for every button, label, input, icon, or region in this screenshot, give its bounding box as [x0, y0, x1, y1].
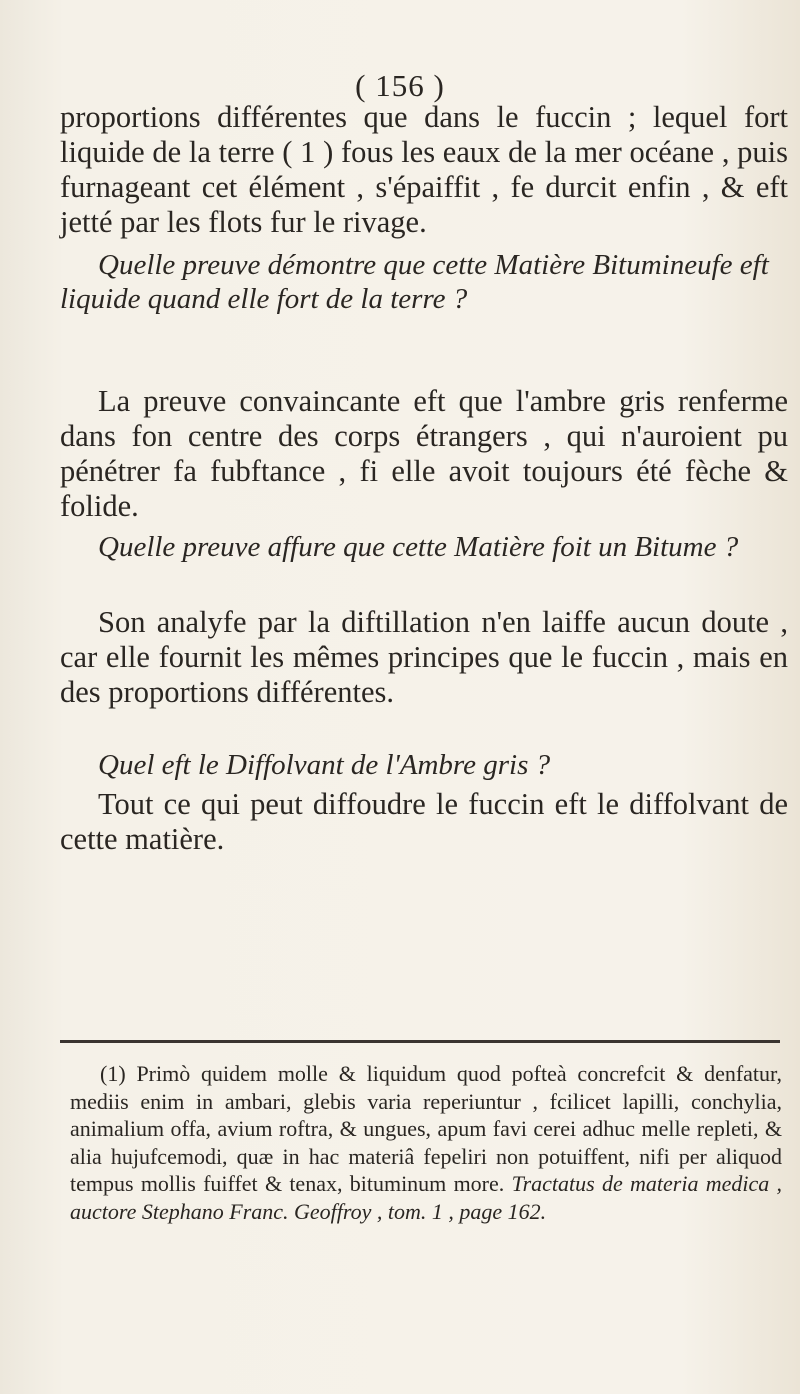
paragraph-continuation: proportions différentes que dans le fuccin ; lequel fort liquide de la terre ( 1 ) fous les eaux de la mer océane , puis furnageant cet élément , s'épaiffit , fe durcit enfin , & eft jetté par les flots fur le rivage. [60, 100, 788, 239]
footnote-text: (1) Primò quidem molle & liquidum quod pofteà concrefcit & denfatur, mediis enim in ambari, glebis varia reperiuntur , fcilicet lapilli, conchylia, animalium offa, avium roftra, & ungues, apum favi cerei adhuc melle repleti, & alia hujufcemodi, quæ in hac materiâ fepeliri non potuiffent, nifi per aliquod tempus mollis fuiffet & tenax, bituminum more. [70, 1061, 782, 1196]
footnote [70, 1060, 782, 1225]
answer-paragraph-proof: La preuve convaincante eft que l'ambre gris renferme dans fon centre des corps étrangers , qui n'auroient pu pénétrer fa fubftance , fi elle avoit toujours été fèche & folide. [60, 384, 788, 523]
answer-paragraph-solvent: Tout ce qui peut diffoudre le fuccin eft le diffolvant de cette matière. [60, 787, 788, 856]
question-heading-solvent: Quel eft le Diffolvant de l'Ambre gris ? [98, 749, 551, 781]
question-heading-bitumen: Quelle preuve affure que cette Matière foit un Bitume ? [98, 531, 739, 563]
question-heading-liquid: Quelle preuve démontre que cette Matière Bitumineufe eft liquide quand elle fort de la terre ? [60, 249, 769, 315]
answer-paragraph-analysis: Son analyfe par la diftillation n'en laiffe aucun doute , car elle fournit les mêmes principes que le fuccin , mais en des proportions différentes. [60, 605, 788, 709]
footnote-citation: Tractatus de materia medica , auctore Stephano Franc. Geoffroy , tom. 1 , page 162. [70, 1171, 783, 1224]
page-number: ( 156 ) [355, 68, 445, 103]
footnote-divider [60, 1040, 780, 1043]
